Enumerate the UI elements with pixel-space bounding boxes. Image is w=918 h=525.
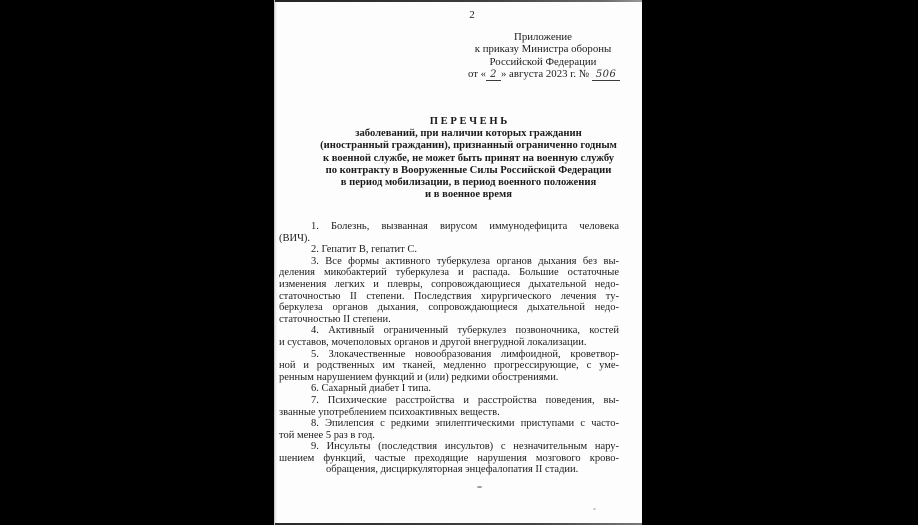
title-line: заболеваний, при наличии которых гражданин: [355, 128, 582, 140]
annex-line: Российской Федерации: [489, 55, 597, 68]
handwritten-order-number: 506: [592, 69, 621, 81]
title-line: П Е Р Е Ч Е Н Ь: [429, 116, 508, 127]
body-line: ной и родственных им тканей, медленно прогрессирующие, с уме-: [279, 360, 619, 372]
body-line: деления микобактерий туберкулеза и распада. Большие остаточные: [279, 267, 619, 279]
body-line: 7. Психические расстройства и расстройства поведения, вы-: [311, 394, 619, 406]
date-middle: » августа 2023 г. №: [500, 68, 590, 81]
body-line: 6. Сахарный диабет I типа.: [311, 383, 432, 395]
body-line: 3. Все формы активного туберкулеза органов дыхания без вы-: [311, 255, 619, 267]
title-line: и в военное время: [425, 189, 512, 201]
body-line: обращения, дисциркуляторная энцефалопатия II стадии.: [326, 464, 579, 476]
body-line: званные употреблением психоактивных веществ.: [279, 406, 500, 418]
body-line: статочностью II степени. Последствия хирургического лечения ту-: [279, 290, 619, 302]
title-line: к военной службе, не может быть принят на военную службу: [322, 152, 615, 164]
body-line: шением функций, частые преходящие нарушения мозгового крово-: [279, 452, 619, 464]
title-line: по контракту в Вооруженные Силы Российской Федерации: [325, 164, 612, 176]
title-line: в период мобилизации, в период военного положения: [340, 177, 597, 189]
body-line: 4. Активный ограниченный туберкулез позвоночника, костей: [311, 325, 619, 337]
body-line: (ВИЧ).: [279, 232, 311, 244]
body-line: 8. Эпилепсия с редкими эпилептическими приступами с часто-: [311, 418, 619, 430]
document-body: [279, 221, 619, 476]
annex-lines: [468, 31, 618, 68]
body-line: беркулеза органов дыхания, сопровождающиеся дыхательной недо-: [279, 302, 619, 314]
body-line: 1. Болезнь, вызванная вирусом иммунодефицита человека: [311, 221, 619, 232]
page-number: 2: [469, 9, 475, 21]
body-line: ренным нарушением функций и (или) редкими обострениями.: [279, 371, 559, 383]
body-line: 9. Инсульты (последствия инсультов) с незначительным нару-: [311, 441, 619, 453]
scan-artifact: [593, 508, 596, 510]
title-line: (иностранный гражданин), признанный ограниченно годным: [320, 140, 617, 152]
annex-date-line: [468, 68, 618, 81]
date-prefix: от «: [468, 68, 487, 81]
annex-block: [468, 31, 618, 82]
body-line: и суставов, мочеполовых органов и другой внегрудной локализации.: [279, 336, 587, 348]
body-line: той менее 5 раз в год.: [279, 429, 375, 441]
scan-artifact: [477, 486, 482, 488]
body-line: 2. Гепатит B, гепатит C.: [311, 244, 417, 256]
body-line: статочностью II степени.: [279, 313, 391, 325]
body-line: 5. Злокачественные новообразования лимфоидной, кроветвор-: [311, 348, 619, 360]
document-page: [274, 0, 642, 525]
handwritten-day: 2: [486, 69, 501, 81]
annex-line: к приказу Министра обороны: [474, 43, 612, 56]
document-title: [295, 116, 642, 201]
annex-line: Приложение: [514, 31, 572, 43]
body-line: изменения легких и плевры, сопровождающиеся дыхательной недо-: [279, 278, 619, 290]
